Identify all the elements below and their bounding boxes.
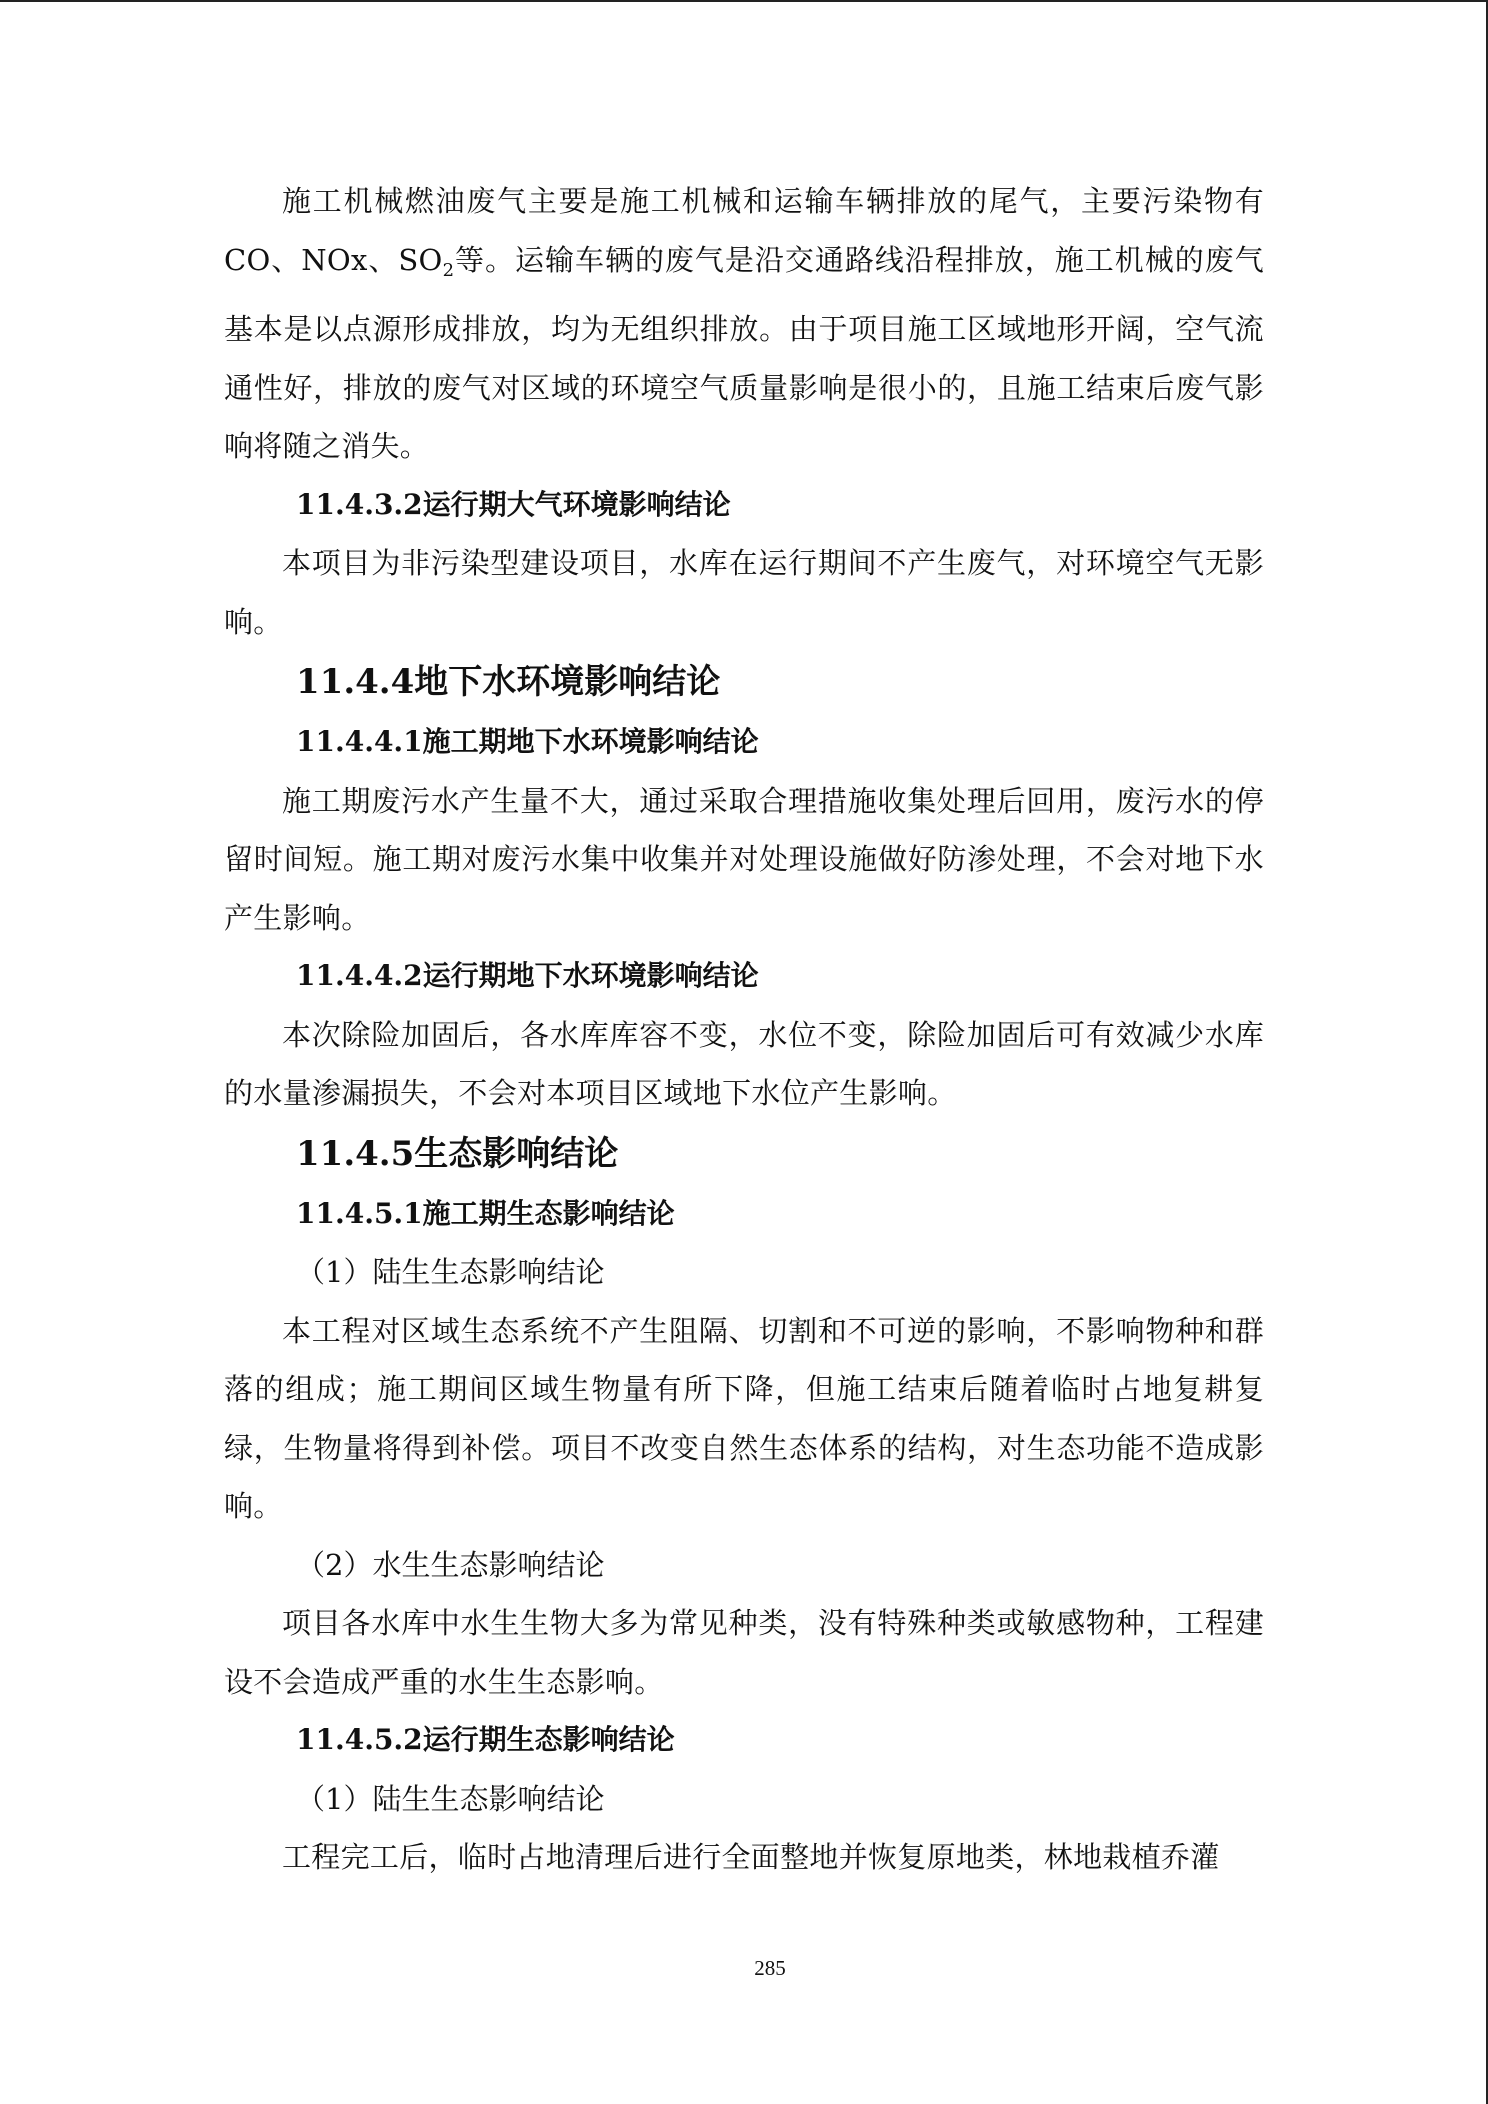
paragraph-exhaust-intro (224, 172, 1264, 476)
subscript-2: 2 (442, 259, 455, 281)
list-item-aquatic: （2）水生生态影响结论 (296, 1547, 605, 1582)
heading-11-4-4-2: 11.4.4.2运行期地下水环境影响结论 (296, 959, 759, 992)
paragraph-operation-air: 本项目为非污染型建设项目，水库在运行期间不产生废气，对环境空气无影响。 (224, 546, 1264, 639)
heading-11-4-5: 11.4.5生态影响结论 (296, 1133, 619, 1174)
paragraph-text: 施工机械燃油废气主要是施工机械和运输车辆排放的尾气，主要污染物有 (282, 184, 1264, 218)
paragraph-operation-groundwater: 本次除险加固后，各水库库容不变，水位不变，除险加固后可有效减少水库的水量渗漏损失，不会对本项目区域地下水位产生影响。 (224, 1017, 1264, 1110)
page-number: 285 (754, 1956, 786, 1980)
paragraph-terrestrial-operation: 工程完工后，临时占地清理后进行全面整地并恢复原地类，林地栽植乔灌 (282, 1840, 1220, 1874)
paragraph-construction-groundwater: 施工期废污水产生量不大，通过采取合理措施收集处理后回用，废污水的停留时间短。施工期对废污水集中收集并对处理设施做好防渗处理，不会对地下水产生影响。 (224, 783, 1264, 935)
heading-11-4-4: 11.4.4地下水环境影响结论 (296, 662, 721, 702)
heading-11-4-5-1: 11.4.5.1施工期生态影响结论 (296, 1196, 675, 1230)
paragraph-terrestrial-construction: 本工程对区域生态系统不产生阻隔、切割和不可逆的影响，不影响物种和群落的组成；施工期间区域生物量有所下降，但施工结束后随着临时占地复耕复绿，生物量将得到补偿。项目不改变自然生态体系的结构，对生态功能不造成影响。 (224, 1313, 1264, 1523)
paragraph-aquatic: 项目各水库中水生生物大多为常见种类，没有特殊种类或敏感物种，工程建设不会造成严重的水生生态影响。 (224, 1606, 1264, 1699)
list-item-terrestrial-1: （1）陆生生态影响结论 (296, 1255, 605, 1289)
list-item-terrestrial-2: （1）陆生生态影响结论 (296, 1781, 605, 1816)
heading-11-4-3-2: 11.4.3.2运行期大气环境影响结论 (296, 487, 731, 521)
pollutant-text: CO、NOx、SO (224, 242, 443, 277)
heading-11-4-4-1: 11.4.4.1施工期地下水环境影响结论 (296, 725, 759, 758)
paragraph-text: 等。运输车辆的废气是沿交通路线沿程排放，施工机械的废气基本是以点源形成排放，均为无组织排放。由于项目施工区域地形开阔，空气流通性好，排放的废气对区域的环境空气质量影响是很小的，且施工结束后废气影响将随之消失。 (224, 242, 1264, 463)
heading-11-4-5-2: 11.4.5.2运行期生态影响结论 (296, 1723, 675, 1756)
document-body (224, 172, 1264, 1887)
